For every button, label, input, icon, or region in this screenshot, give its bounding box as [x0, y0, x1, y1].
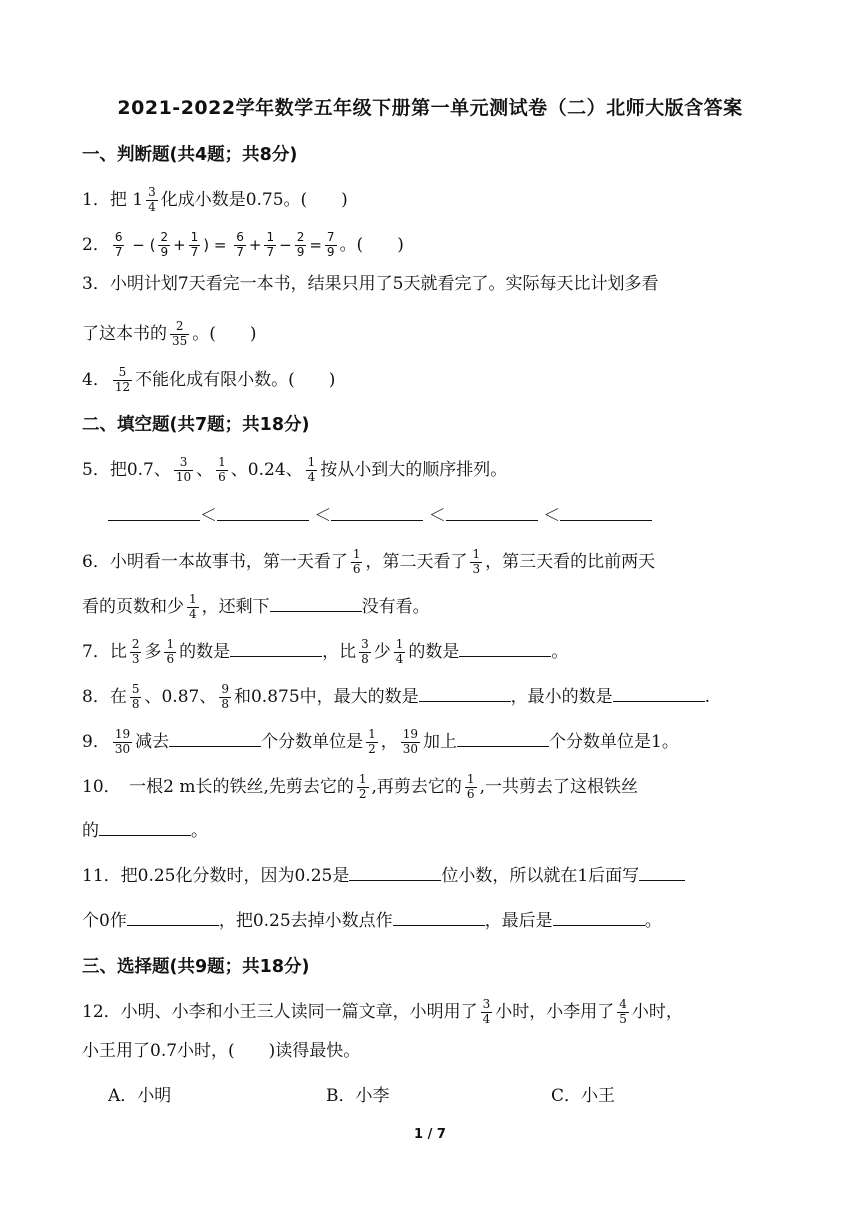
answer-blank[interactable]	[446, 503, 538, 521]
answer-blank[interactable]	[613, 684, 705, 702]
q12-option-b[interactable]: B．小李	[326, 1086, 390, 1106]
question-11-line-2: 个0作 ，把0.25去掉小数点作 ，最后是 。	[82, 908, 782, 930]
q1-text: 化成小数是0.75。( )	[160, 189, 348, 210]
answer-blank[interactable]	[560, 503, 652, 521]
fraction: $\frac{5}{12}$	[114, 365, 131, 394]
answer-blank[interactable]	[553, 908, 645, 926]
question-12-line-1: 12．小明、小李和小王三人读同一篇文章，小明用了 $\frac{3}{4}$ 小时，小李用了 $\frac{4}{5}$ 小时，	[82, 997, 683, 1026]
question-8: 8．在 $\frac{5}{8}$ 、0.87、 $\frac{9}{8}$ 和0.875中，最大的数是 ，最小的数是 .	[82, 682, 711, 711]
denominator: 4	[148, 199, 156, 214]
question-1	[82, 186, 782, 215]
question-3-line-2	[82, 320, 782, 349]
q2-equation: $\frac{6}{7}$ − ( $\frac{2}{9}$ + $\frac{1}{7}$ ) = $\frac{6}{7}$ + $\frac{1}{7}$ − $\frac{2}{9}$ = $\frac{7}{9}$	[114, 230, 335, 259]
q2-tail: 。( )	[339, 234, 404, 255]
answer-blank[interactable]	[349, 863, 441, 881]
question-7: 7．比 $\frac{2}{3}$ 多 $\frac{1}{6}$ 的数是 ，比 $\frac{3}{8}$ 少 $\frac{1}{4}$ 的数是 。	[82, 637, 569, 666]
answer-blank[interactable]	[459, 639, 551, 657]
question-6-line-2: 看的页数和少 $\frac{1}{4}$ ，还剩下 没有看。	[82, 592, 430, 621]
question-9: 9． $\frac{19}{30}$ 减去 个分数单位是 $\frac{1}{2}$ ， $\frac{19}{30}$ 加上 个分数单位是1。	[82, 727, 679, 756]
question-6-line-1: 6．小明看一本故事书，第一天看了 $\frac{1}{6}$ ，第二天看了 $\frac{1}{3}$ ，第三天看的比前两天	[82, 547, 656, 576]
answer-blank[interactable]	[639, 863, 685, 881]
answer-blank[interactable]	[99, 818, 191, 836]
answer-blank[interactable]	[230, 639, 322, 657]
question-11-line-1: 11．把0.25化分数时，因为0.25是 位小数，所以就在1后面写	[82, 863, 782, 885]
page-title: 2021-2022学年数学五年级下册第一单元测试卷（二）北师大版含答案	[117, 97, 743, 119]
q2-number: 2．	[82, 234, 110, 255]
answer-blank[interactable]	[331, 503, 423, 521]
section-heading-3: 三、选择题(共9题；共18分)	[82, 957, 310, 977]
answer-blank[interactable]	[270, 594, 362, 612]
numerator: 3	[148, 185, 156, 199]
q1-number: 1．	[82, 189, 110, 210]
section-heading-1: 一、判断题(共4题；共8分)	[82, 145, 298, 165]
question-5: 5．把0.7、 $\frac{3}{10}$ 、 $\frac{1}{6}$ 、0.24、 $\frac{1}{4}$ 按从小到大的顺序排列。	[82, 455, 508, 484]
q3-prefix: 了这本书的	[82, 323, 167, 344]
page-number: 1 / 7	[414, 1127, 446, 1142]
q3-tail: 。( )	[192, 323, 257, 344]
question-2	[82, 231, 782, 260]
question-4	[82, 366, 782, 395]
section-heading-2: 二、填空题(共7题；共18分)	[82, 415, 310, 435]
answer-blank[interactable]	[419, 684, 511, 702]
fraction: $\frac{2}{35}$	[172, 319, 188, 348]
question-10-line-2: 的 。	[82, 818, 782, 840]
q12-option-c[interactable]: C．小王	[551, 1086, 616, 1106]
answer-blank[interactable]	[169, 729, 261, 747]
answer-blank[interactable]	[457, 729, 549, 747]
question-12-line-2: 小王用了0.7小时，( )读得最快。	[82, 1041, 361, 1061]
q4-number: 4．	[82, 369, 110, 390]
answer-blank[interactable]	[393, 908, 485, 926]
question-10-line-1: 10． 一根2 m长的铁丝,先剪去它的 $\frac{1}{2}$ ,再剪去它的 $\frac{1}{6}$ ,一共剪去了这根铁丝	[82, 772, 638, 801]
q4-text: 不能化成有限小数。( )	[135, 369, 336, 390]
q1-prefix: 把 1	[109, 189, 144, 210]
answer-blank[interactable]	[217, 503, 309, 521]
q12-option-a[interactable]: A．小明	[108, 1086, 172, 1106]
question-3-line-1: 3．小明计划7天看完一本书，结果只用了5天就看完了。实际每天比计划多看	[82, 274, 659, 294]
answer-blank[interactable]	[127, 908, 219, 926]
answer-blank[interactable]	[108, 503, 200, 521]
q5-answer-blanks: ＜ ＜ ＜ ＜	[108, 503, 808, 525]
fraction	[146, 186, 158, 215]
